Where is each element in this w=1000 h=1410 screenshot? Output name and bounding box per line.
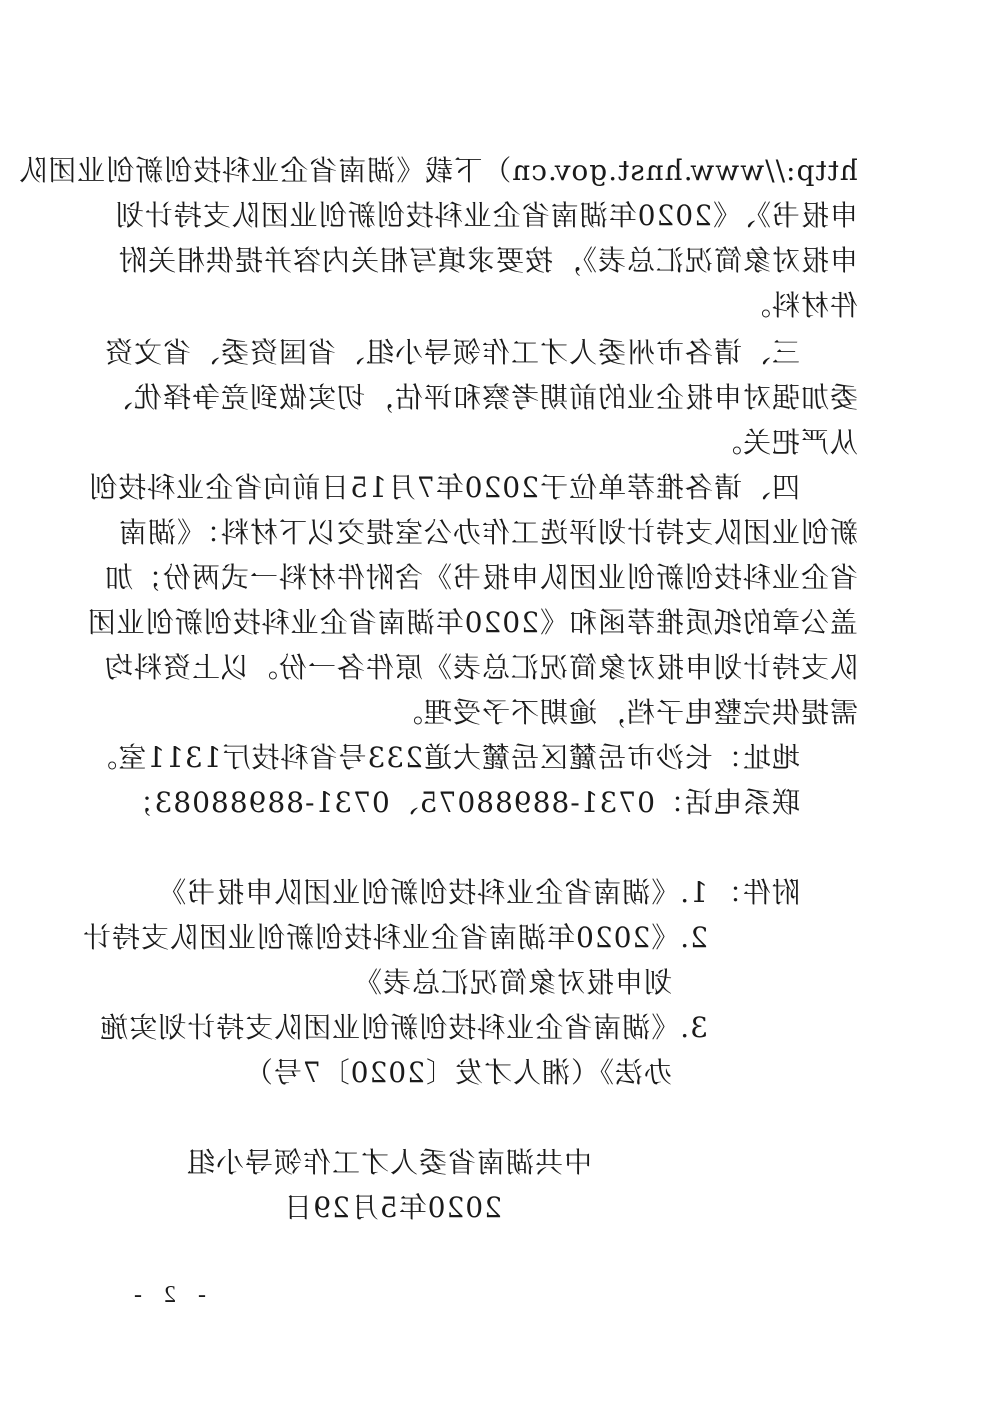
paragraph-4-line: 需提供完整电子档，逾期不予受理。 bbox=[393, 696, 858, 729]
contact-address: 地址：长沙市岳麓区岳麓大道233号省科技厅1311室。 bbox=[88, 741, 800, 774]
paragraph-3-line: 委加强对申报企业的前期考察和评估，切实做到竞争择优、 bbox=[103, 381, 858, 414]
paragraph-3-line: 从严把关。 bbox=[712, 426, 858, 459]
attachment-item-3: 3.《湖南省企业科技创新创业团队支持计划实施 bbox=[99, 1011, 708, 1044]
page-number: - 2 - bbox=[126, 1282, 206, 1308]
contact-phone: 联系电话：0731-88988075、0731-88988083； bbox=[124, 786, 800, 819]
attachments-label: 附件： bbox=[712, 876, 800, 909]
paragraph-3-line: 三、请各市州委人才工作领导小组、省国资委、省文资 bbox=[103, 336, 800, 369]
body-line: http://www.hnst.gov.cn）下载《湖南省企业科技创新创业团队 bbox=[18, 154, 858, 187]
attachment-item-2-cont: 划申报对象简况汇总表》 bbox=[352, 966, 672, 999]
attachment-item-2: 2.《2020年湖南省企业科技创新创业团队支持计 bbox=[82, 921, 708, 954]
paragraph-4-line: 队支持计划申报对象简况汇总表》原件各一份。以上资料均 bbox=[103, 651, 858, 684]
signature-org: 中共湖南省委人才工作领导小组 bbox=[185, 1146, 592, 1179]
attachment-item-3-cont: 办法》（湘人才发〔2020〕7号） bbox=[243, 1056, 672, 1089]
paragraph-4-line: 省企业科技创新创业团队申报书》含附件材料一式两份；加 bbox=[103, 561, 858, 594]
body-line: 件材料。 bbox=[741, 289, 858, 322]
paragraph-4-line: 盖公章的纸质推荐函和《2020年湖南省企业科技创新创业团 bbox=[86, 606, 858, 639]
paragraph-4-line: 新创业团队支持计划评选工作办公室提交以下材料：《湖南 bbox=[117, 516, 858, 549]
signature-date: 2020年5月29日 bbox=[283, 1191, 502, 1224]
body-line: 申报书》、《2020年湖南省企业科技创新创业团队支持计划 bbox=[114, 199, 858, 232]
body-line: 申报对象简况汇总表》，按要求填写相关内容并提供相关附 bbox=[117, 244, 858, 277]
attachment-item-1: 1.《湖南省企业科技创新创业团队申报书》 bbox=[157, 876, 708, 909]
paragraph-4-line: 四、请各推荐单位于2020年7月15日前向省企业科技创 bbox=[88, 471, 800, 504]
